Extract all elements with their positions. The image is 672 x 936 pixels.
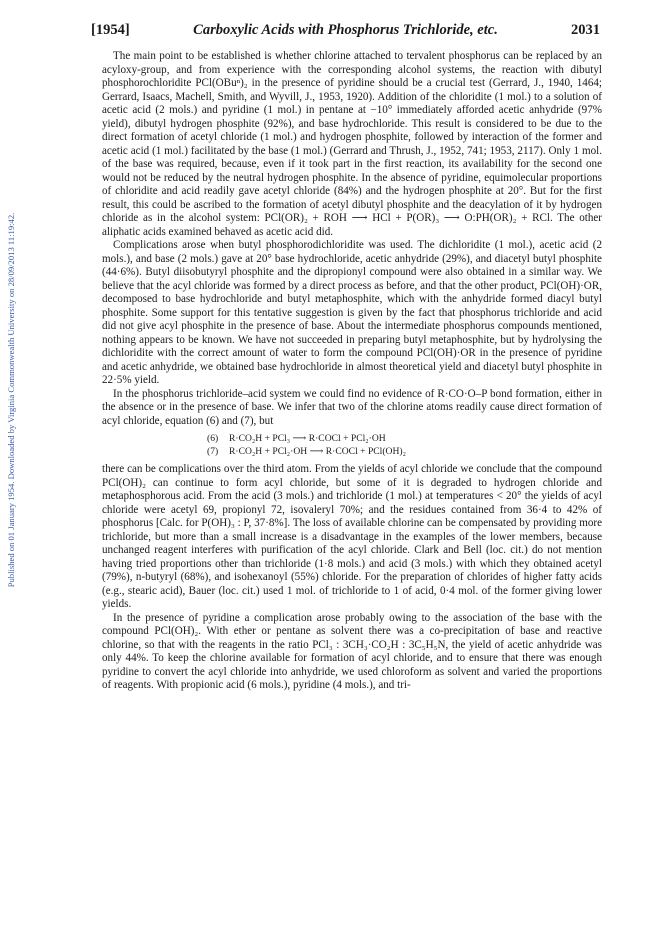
header-year: [1954] [91, 22, 130, 38]
equation-text: R·CO₂H + PCl₃ ⟶ R·COCl + PCl₂·OH [229, 433, 386, 444]
equation-number: (6) [207, 433, 219, 444]
paragraph: Complications arose when butyl phosphorodichloridite was used. The dichloridite (1 mol.), acetic acid (2 mols.), and base (2 mols.) gave at 20° base hydrochloride, acetic anhydride (29%), and diacetyl butyl phosphite (44·6%). Butyl diisobutyryl phosphite and the dipropionyl compound were also obtained in a similar way. We believe that the acyl chloride was formed by a direct process as before, and that the other product, PCl(OH)·OR, decomposed to base hydrochloride and butyl metaphosphite, which with the anhydride formed diacyl butyl phosphite. Some support for this tentative suggestion is given by the fact that phosphorus trichloride and acid did not give acyl phosphite in the presence of base. About the intermediate phosphorus compounds mentioned, nothing appears to be known. We have not succeeded in preparing butyl metaphosphite, but by hydrolysing the dichloridite with the correct amount of water to form the compound PCl(OH)·OR in the presence of pyridine and acetic anhydride, we obtained base hydrochloride in almost theoretical yield and diacetyl butyl phosphite in 22·5% yield. [102, 239, 602, 386]
equation-block [207, 432, 602, 458]
paragraph: The main point to be established is whether chlorine attached to tervalent phosphorus can be replaced by an acyloxy-group, and from experience with the corresponding alcohol systems, the reaction with dibutyl phosphorochloridite PCl(OBuⁿ)₂ in the presence of pyridine should be a crucial test (Gerrard, J., 1940, 1464; Gerrard, Isaacs, Machell, Smith, and Wyvill, J., 1953, 1920). Addition of the chloridite (1 mol.) to a solution of acetic acid (2 mols.) and pyridine (1 mol.) in pentane at −10° immediately afforded acetic anhydride (97% yield), dibutyl hydrogen phosphite (92%), and base hydrochloride. This result is considered to be due to the direct formation of acetyl chloride (1 mol.) and hydrogen phosphite, followed by interaction of the former and acetic acid (1 mol.) facilitated by the base (1 mol.) (Gerrard and Thrush, J., 1952, 741; 1953, 2117). Only 1 mol. of the base was required, because, even if it took part in the first reaction, its availability for the second one would not be reduced by the neutral hydrogen phosphite. In the absence of pyridine, equimolecular proportions of chloridite and acid readily gave acetyl chloride (84%) and the hydrogen phosphite at 20°. But for the first result, this could be ascribed to the formation of acetyl dibutyl phosphite and the deacylation of it by hydrogen chloride as in the alcohol system: PCl(OR)₂ + ROH ⟶ HCl + P(OR)₃ ⟶ O:PH(OR)₂ + RCl. The other aliphatic acids examined behaved as acetic acid did. [102, 50, 602, 238]
page-header [91, 20, 600, 42]
header-title: Carboxylic Acids with Phosphorus Trichloride, etc. [193, 22, 498, 38]
download-notice-text: Published on 01 January 1954. Downloaded by Virginia Commonwealth University on 28/09/2013 11:19:42. [6, 212, 16, 588]
download-notice [4, 120, 18, 680]
equation-text: R·CO₂H + PCl₂·OH ⟶ R·COCl + PCl(OH)₂ [229, 446, 406, 457]
equation [207, 432, 602, 445]
header-page-number: 2031 [571, 22, 600, 38]
paragraph: there can be complications over the third atom. From the yields of acyl chloride we conclude that the compound PCl(OH)₂ can continue to form acyl chloride, but some of it is degraded to hydrogen chloride and metaphosphorous acid. From the acid (3 mols.) and trichloride (1 mol.) at temperatures < 20° the yields of acyl chloride were acetyl 69, propionyl 72, isovaleryl 70%; and the residues contained from 36·4 to 42% of phosphorus [Calc. for P(OH)₃ : P, 37·8%]. The loss of available chlorine can be compensated by providing more trichloride, but more than a small increase is a disadvantage in the examples of the lower members, because unchanged reagent interferes with purification of the acyl chloride. Clark and Bell (loc. cit.) do not mention having tried proportions other than trichloride (1·8 mols.) and acid (3 mols.) with which they obtained acetyl (79%), n-butyryl (68%), and isohexanoyl (55%) chloride. For the preparation of chlorides of higher fatty acids (e.g., stearic acid), Bauer (loc. cit.) used 1 mol. of trichloride to 1 of acid, 0·4 mol. of the former giving lower yields. [102, 463, 602, 610]
equation-number: (7) [207, 446, 219, 457]
paragraph: In the phosphorus trichloride–acid system we could find no evidence of R·CO·O–P bond formation, either in the absence or in the presence of base. We infer that two of the chlorine atoms readily cause direct formation of acyl chloride, equation (6) and (7), but [102, 387, 602, 427]
equation [207, 445, 602, 458]
article-body [102, 50, 602, 693]
paragraph: In the presence of pyridine a complication arose probably owing to the association of the base with the compound PCl(OH)₂. With ether or pentane as solvent there was a co-precipitation of base and reactive chlorine, so that with the reagents in the ratio PCl₃ : 3CH₃·CO₂H : 3C₅H₅N, the yield of acetic anhydride was only 44%. To keep the chlorine available for formation of acyl chloride, and to ensure that there was enough pyridine to convert the acyl chloride into anhydride, we used chloroform as solvent and varied the proportions of reagents. With propionic acid (6 mols.), pyridine (4 mols.), and tri- [102, 611, 602, 691]
